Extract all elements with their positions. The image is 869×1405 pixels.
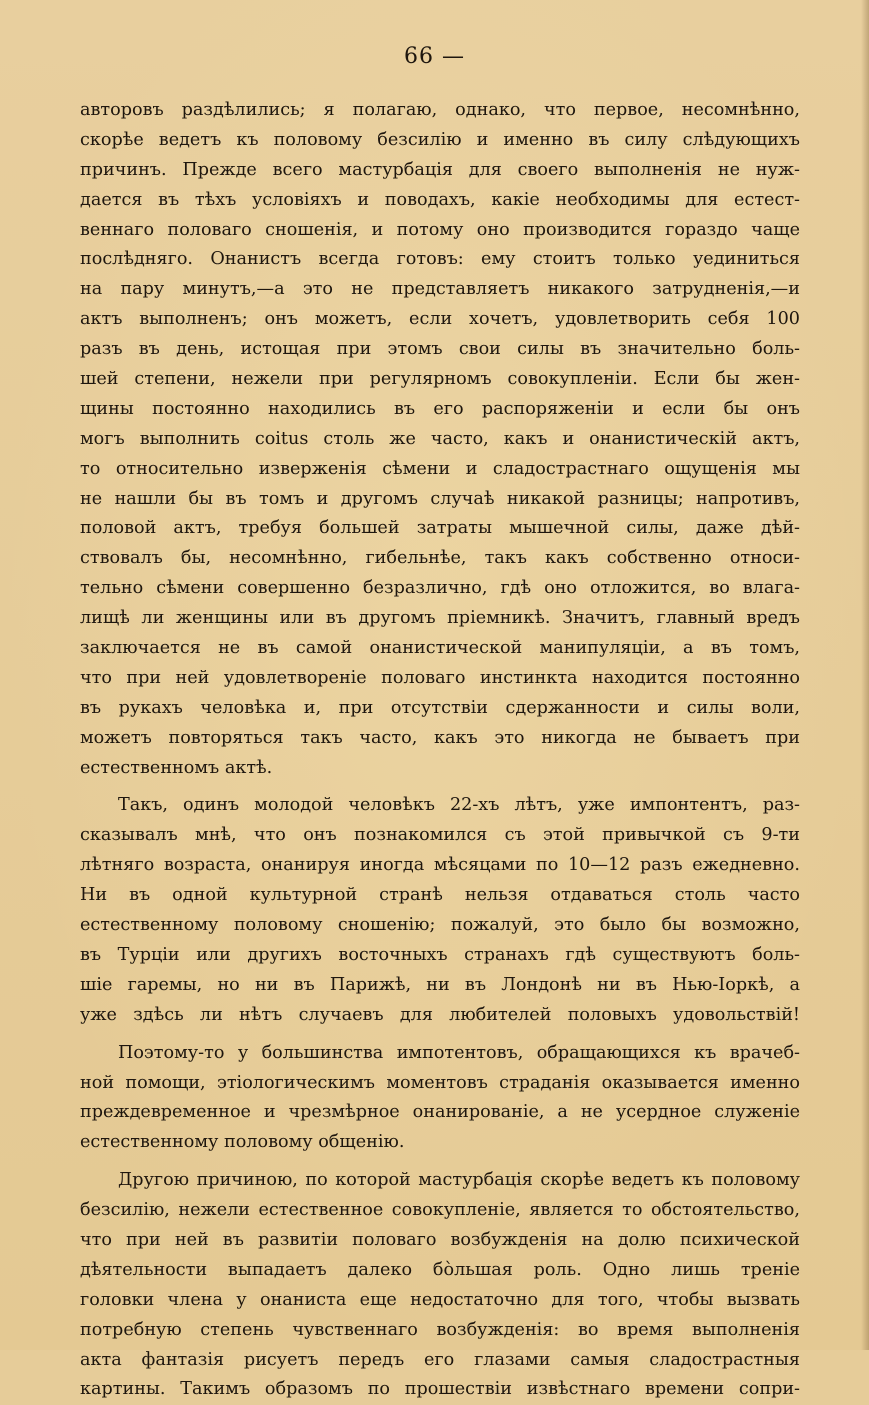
text-line: преждевременное и чрезмѣрное онанированіе, а не усердное служеніе (80, 1102, 800, 1123)
text-line: ной помощи, этіологическимъ моментовъ страданія оказывается именно (80, 1072, 800, 1093)
text-line: естественномъ актѣ. (80, 757, 273, 778)
text-line: естественному половому общенію. (80, 1132, 405, 1153)
text-line: на пару минутъ,—а это не представляетъ никакого затрудненія,—и (80, 279, 800, 300)
body-text (80, 96, 800, 1405)
text-line: можетъ повторяться такъ часто, какъ это никогда не бываетъ при (80, 727, 800, 748)
text-line: причинъ. Прежде всего мастурбація для своего выполненія не нуж- (80, 159, 800, 180)
text-line: заключается не въ самой онанистической манипуляціи, а въ томъ, (80, 638, 800, 659)
text-line: что при ней удовлетвореніе половаго инстинкта находится постоянно (80, 667, 800, 688)
paragraph-1 (80, 96, 800, 783)
text-line: авторовъ раздѣлились; я полагаю, однако, что первое, несомнѣнно, (80, 100, 800, 120)
paragraph-4 (80, 1166, 800, 1405)
paragraph-gap (80, 1158, 800, 1166)
text-line: Такъ, одинъ молодой человѣкъ 22-хъ лѣтъ, уже импонтентъ, раз- (118, 795, 800, 816)
text-line: Поэтому-то у большинства импотентовъ, обращающихся къ врачеб- (118, 1042, 800, 1063)
text-line: лѣтняго возраста, онанируя иногда мѣсяцами по 10—12 разъ ежедневно. (80, 855, 800, 876)
text-line: актъ выполненъ; онъ можетъ, если хочетъ, удовлетворить себя 100 (80, 309, 800, 330)
text-line: сказывалъ мнѣ, что онъ познакомился съ этой привычкой съ 9-ти (80, 825, 800, 846)
text-line: естественному половому сношенію; пожалуй, это было бы возможно, (80, 915, 800, 936)
text-line: половой актъ, требуя большей затраты мышечной силы, даже дѣй- (80, 518, 800, 539)
page-edge-shadow (861, 0, 869, 1350)
page-number: 66 — (404, 44, 465, 69)
text-line: потребную степень чувственнаго возбужденія: во время выполненія (80, 1319, 800, 1340)
text-line: не нашли бы въ томъ и другомъ случаѣ никакой разницы; напротивъ, (80, 488, 800, 509)
text-line: послѣдняго. Онанистъ всегда готовъ: ему стоитъ только уединиться (80, 249, 800, 270)
paragraph-gap (80, 1031, 800, 1039)
text-line: уже здѣсь ли нѣтъ случаевъ для любителей половыхъ удовольствій! (80, 1004, 800, 1025)
paragraph-3 (80, 1039, 800, 1159)
text-line: веннаго половаго сношенія, и потому оно производится гораздо чаще (80, 219, 800, 240)
text-line: картины. Такимъ образомъ по прошествіи извѣстнаго времени сопри- (80, 1379, 800, 1400)
text-line: лищѣ ли женщины или въ другомъ пріемникѣ. Значитъ, главный вредъ (80, 608, 800, 629)
text-line: могъ выполнить coitus столь же часто, какъ и онанистическій актъ, (80, 428, 800, 449)
text-line: ствовалъ бы, несомнѣнно, гибельнѣе, такъ какъ собственно относи- (80, 548, 800, 569)
text-line: Ни въ одной культурной странѣ нельзя отдаваться столь часто (80, 885, 800, 906)
text-line: въ Турціи или другихъ восточныхъ странахъ гдѣ существуютъ боль- (80, 944, 800, 965)
text-line: щины постоянно находились въ его распоряженіи и если бы онъ (80, 398, 800, 419)
paragraph-gap (80, 783, 800, 791)
text-line: скорѣе ведетъ къ половому безсилію и именно въ силу слѣдующихъ (80, 129, 800, 150)
text-line: головки члена у онаниста еще недостаточно для того, чтобы вызвать (80, 1289, 800, 1310)
text-line: тельно сѣмени совершенно безразлично, гдѣ оно отложится, во влага- (80, 578, 800, 599)
text-line: безсилію, нежели естественное совокупленіе, является то обстоятельство, (80, 1200, 800, 1221)
text-line: Другою причиною, по которой мастурбація скорѣе ведетъ къ половому (118, 1170, 800, 1191)
paragraph-2 (80, 791, 800, 1030)
text-line: дѣятельности выпадаетъ далеко бо̀льшая роль. Одно лишь треніе (80, 1259, 800, 1280)
text-line: акта фантазія рисуетъ передъ его глазами самыя сладострастныя (80, 1349, 800, 1370)
text-line: въ рукахъ человѣка и, при отсутствіи сдержанности и силы воли, (80, 697, 800, 718)
text-line: дается въ тѣхъ условіяхъ и поводахъ, какіе необходимы для естест- (80, 189, 800, 210)
text-line: шей степени, нежели при регулярномъ совокупленіи. Если бы жен- (80, 369, 800, 390)
text-line: шіе гаремы, но ни въ Парижѣ, ни въ Лондонѣ ни въ Нью-Іоркѣ, а (80, 974, 800, 995)
text-line: разъ въ день, истощая при этомъ свои силы въ значительно боль- (80, 339, 800, 360)
text-line: то относительно изверженія сѣмени и сладострастнаго ощущенія мы (80, 458, 800, 479)
text-line: что при ней въ развитіи половаго возбужденія на долю психической (80, 1229, 800, 1250)
